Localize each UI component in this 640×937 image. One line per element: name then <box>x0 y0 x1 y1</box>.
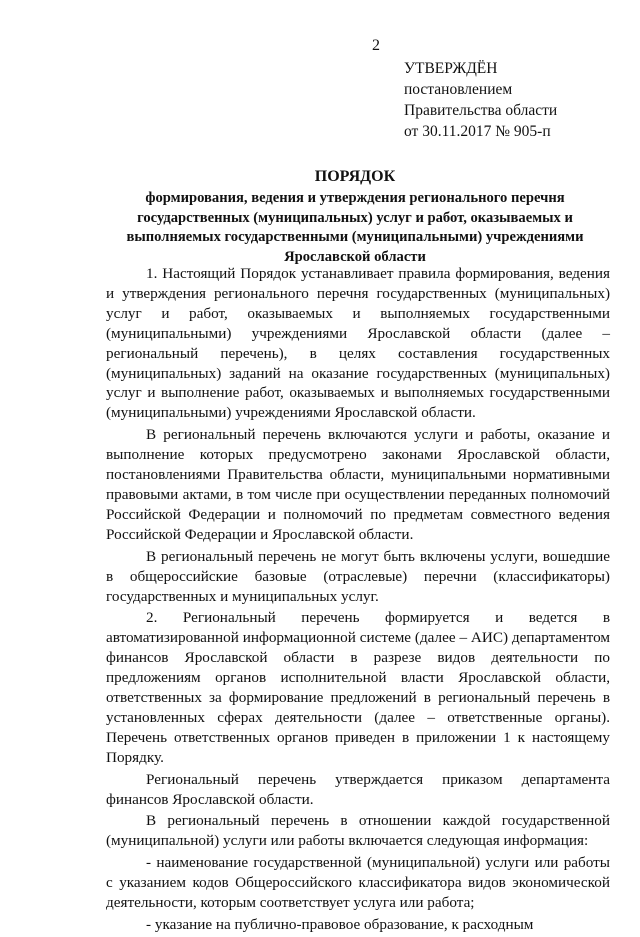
title-main: ПОРЯДОК <box>314 168 396 185</box>
paragraph-4: 2. Региональный перечень формируется и ведется в автоматизированной информационной системе (далее – АИС) департаментом финансов Ярославской области в разрезе видов деятельности по предложениям органов исполнительной власти Ярославской области, ответственных за формирование предложений в региональный перечень в установленных сферах деятельности (далее – ответственные органы). Перечень ответственных органов приведен в приложении 1 к настоящему Порядку. <box>106 609 610 766</box>
approval-line-approved: УТВЕРЖДЁН <box>404 60 498 77</box>
title-subtitle: формирования, ведения и утверждения регионального перечня государственных (муниципальных) услуг и работ, оказываемых и выполняемых государственными (муниципальными) учреждениями Ярославской области <box>126 190 584 265</box>
paragraph-6: В региональный перечень в отношении каждой государственной (муниципальной) услуги или работы включается следующая информация: <box>106 812 610 850</box>
approval-line-date-number: от 30.11.2017 № 905-п <box>404 123 551 140</box>
list-item-1: - наименование государственной (муниципальной) услуги или работы с указанием кодов Общероссийского классификатора видов экономической деятельности, которым соответствует услуга или работа; <box>106 854 610 912</box>
paragraph-1: 1. Настоящий Порядок устанавливает правила формирования, ведения и утверждения регионального перечня государственных (муниципальных) услуг и работ, оказываемых и выполняемых государственными (муниципальными) учреждениями Ярославской области (далее – региональный перечень), в целях составления государственных (муниципальных) заданий на оказание государственных (муниципальных) услуг и выполнение работ, оказываемых и выполняемых государственными (муниципальными) учреждениями Ярославской области. <box>106 265 610 422</box>
paragraph-2: В региональный перечень включаются услуги и работы, оказание и выполнение которых предусмотрено законами Ярославской области, постановлениями Правительства области, муниципальными нормативными правовыми актами, в том числе при осуществлении переданных полномочий Российской Федерации и полномочий по предметам совместного ведения Российской Федерации и Ярославской области. <box>106 426 610 543</box>
approval-line-resolution: постановлением <box>404 81 513 98</box>
approval-line-government: Правительства области <box>404 102 558 119</box>
paragraph-5: Региональный перечень утверждается приказом департамента финансов Ярославской области. <box>106 770 610 808</box>
paragraph-3: В региональный перечень не могут быть включены услуги, вошедшие в общероссийские базовые (отраслевые) перечни (классификаторы) государственных и муниципальных услуг. <box>106 547 610 605</box>
page-number: 2 <box>372 37 380 54</box>
list-item-2: - указание на публично-правовое образование, к расходным <box>146 916 534 933</box>
document-body <box>106 264 610 937</box>
document-title <box>100 166 610 267</box>
approval-stamp <box>404 58 557 142</box>
